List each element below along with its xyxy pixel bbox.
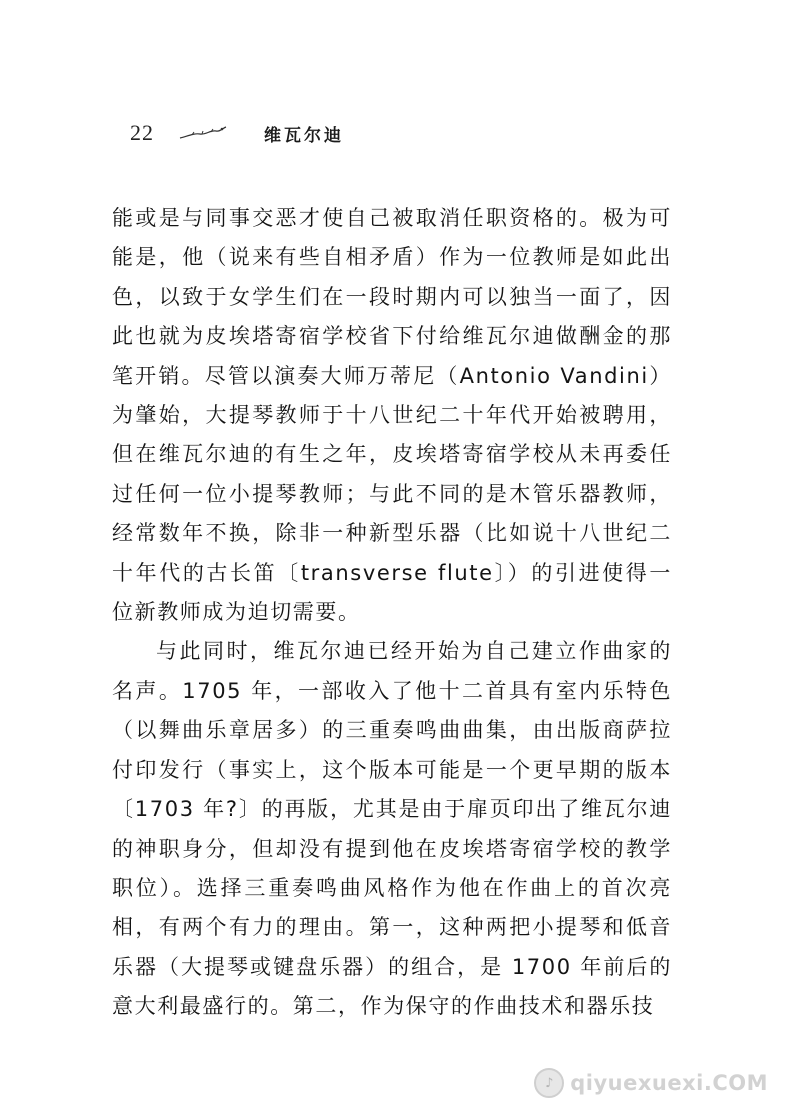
ornament-icon	[178, 124, 228, 142]
body-text	[112, 199, 672, 1027]
page-header	[130, 118, 344, 148]
watermark	[534, 1068, 768, 1098]
violin-logo-icon: ♪	[534, 1068, 564, 1098]
watermark-text: qiyuexuexi.COM	[570, 1071, 768, 1095]
page-number: 22	[130, 120, 154, 145]
paragraph: 与此同时，维瓦尔迪已经开始为自己建立作曲家的名声。1705 年，一部收入了他十二首具有室内乐特色（以舞曲乐章居多）的三重奏鸣曲曲集，由出版商萨拉付印发行（事实上，这个版本可能是一个更早期的版本〔1703 年?〕的再版，尤其是由于扉页印出了维瓦尔迪的神职身分，但却没有提到他在皮埃塔寄宿学校的教学职位）。选择三重奏鸣曲风格作为他在作曲上的首次亮相，有两个有力的理由。第一，这种两把小提琴和低音乐器（大提琴或键盘乐器）的组合，是 1700 年前后的意大利最盛行的。第二，作为保守的作曲技术和器乐技	[112, 639, 672, 1019]
paragraph: 能或是与同事交恶才使自己被取消任职资格的。极为可能是，他（说来有些自相矛盾）作为一位教师是如此出色，以致于女学生们在一段时期内可以独当一面了，因此也就为皮埃塔寄宿学校省下付给维瓦尔迪做酬金的那笔开销。尽管以演奏大师万蒂尼（Antonio Vandini）为肇始，大提琴教师于十八世纪二十年代开始被聘用，但在维瓦尔迪的有生之年，皮埃塔寄宿学校从未再委任过任何一位小提琴教师；与此不同的是木管乐器教师，经常数年不换，除非一种新型乐器（比如说十八世纪二十年代的古长笛〔transverse flute〕）的引进使得一位新教师成为迫切需要。	[112, 206, 672, 625]
running-title: 维瓦尔迪	[264, 125, 344, 146]
